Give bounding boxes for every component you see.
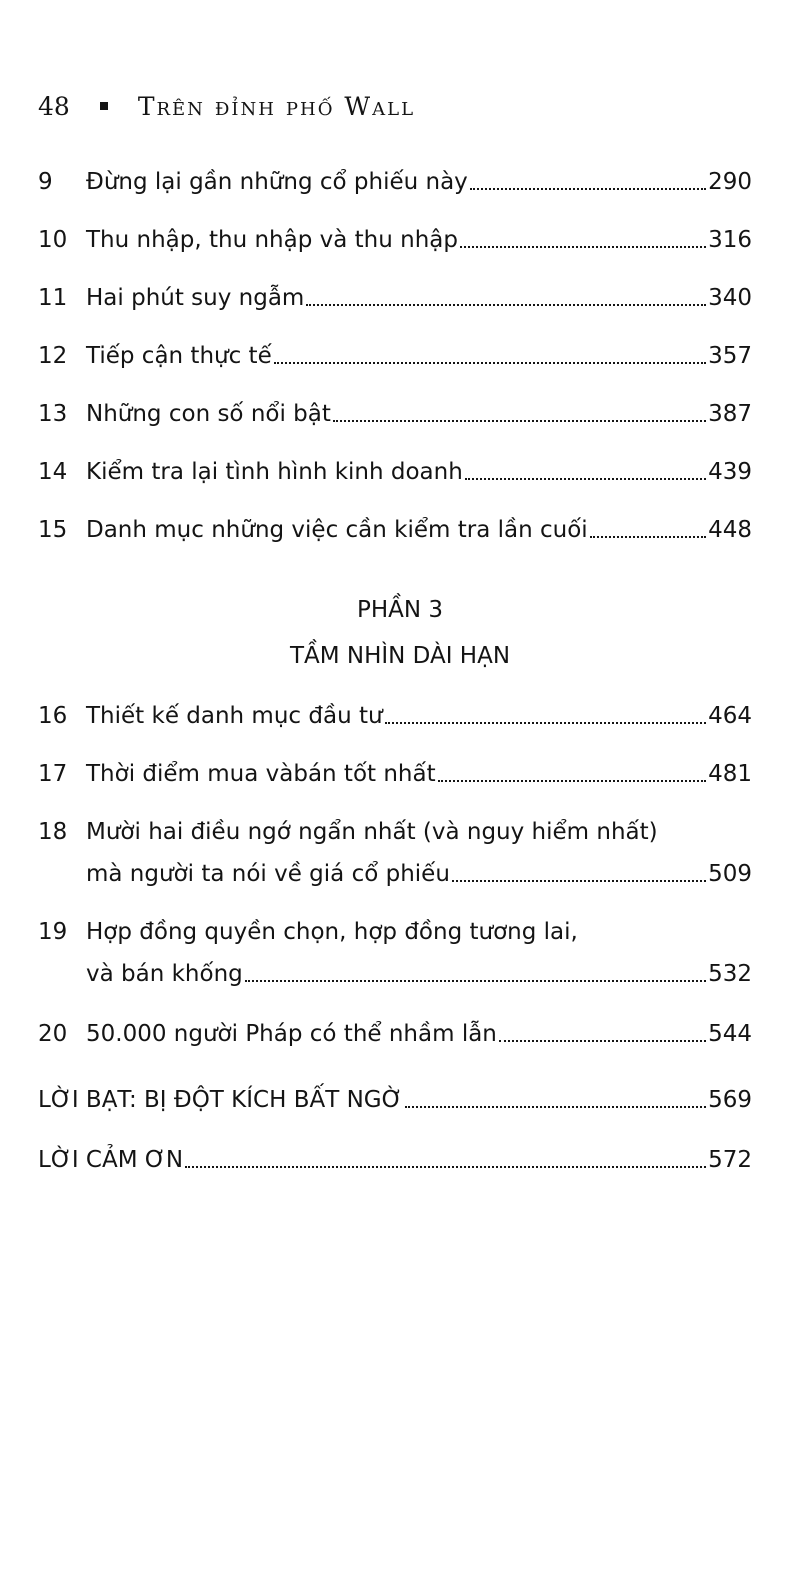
toc-entry	[38, 394, 752, 430]
dot-leader	[306, 303, 706, 306]
chapter-number: 15	[38, 517, 68, 543]
toc-entry	[38, 336, 752, 372]
page-ref: 544	[708, 1021, 752, 1047]
dot-leader	[465, 477, 706, 480]
dot-leader	[333, 419, 706, 422]
chapter-title-continued: và bán khống	[86, 961, 243, 987]
chapter-title-continued: mà người ta nói về giá cổ phiếu	[86, 861, 450, 887]
toc-entry-line2	[86, 854, 752, 890]
chapter-title: Tiếp cận thực tế	[86, 343, 272, 369]
chapter-title: Đừng lại gần những cổ phiếu này	[86, 169, 468, 195]
chapter-title: 50.000 người Pháp có thể nhầm lẫn	[86, 1021, 497, 1047]
toc-entry	[38, 510, 752, 546]
chapter-number: 13	[38, 401, 68, 427]
running-header	[38, 88, 415, 124]
section-title: LỜI BẠT: BỊ ĐỘT KÍCH BẤT NGỜ	[38, 1087, 403, 1113]
page-ref: 572	[708, 1147, 752, 1173]
chapter-number: 10	[38, 227, 68, 253]
chapter-title: Mười hai điều ngớ ngẩn nhất (và nguy hiểm nhất)	[86, 819, 658, 845]
chapter-title: Thiết kế danh mục đầu tư	[86, 703, 383, 729]
page-ref: 448	[708, 517, 752, 543]
dot-leader	[185, 1165, 706, 1168]
dot-leader	[452, 879, 706, 882]
chapter-title: Thời điểm mua vàbán tốt nhất	[86, 761, 436, 787]
toc-entry-line2	[86, 954, 752, 990]
chapter-title: Kiểm tra lại tình hình kinh doanh	[86, 459, 463, 485]
chapter-title: Danh mục những việc cần kiểm tra lần cuối	[86, 517, 588, 543]
toc-entry-acknowledgments	[38, 1140, 752, 1176]
dot-leader	[405, 1105, 706, 1108]
dot-leader	[499, 1039, 706, 1042]
toc-entry	[38, 452, 752, 488]
page-number: 48	[38, 91, 70, 121]
chapter-number: 16	[38, 703, 68, 729]
chapter-title: Những con số nổi bật	[86, 401, 331, 427]
chapter-number: 20	[38, 1021, 68, 1047]
page-ref: 290	[708, 169, 752, 195]
page-ref: 509	[708, 861, 752, 887]
page-ref: 569	[708, 1087, 752, 1113]
running-title: Trên đỉnh phố Wall	[137, 91, 416, 121]
chapter-number: 14	[38, 459, 68, 485]
chapter-number: 9	[38, 169, 53, 195]
chapter-number: 12	[38, 343, 68, 369]
section-title: LỜI CẢM ƠN	[38, 1147, 184, 1173]
chapter-number: 11	[38, 285, 68, 311]
toc-entry-line1	[38, 912, 752, 948]
chapter-number: 18	[38, 819, 68, 845]
toc-entry	[38, 278, 752, 314]
chapter-number: 19	[38, 919, 68, 945]
page-ref: 340	[708, 285, 752, 311]
page-ref: 387	[708, 401, 752, 427]
toc-entry-afterword	[38, 1080, 752, 1116]
page-ref: 532	[708, 961, 752, 987]
toc-entry-line1	[38, 812, 752, 848]
dot-leader	[470, 187, 706, 190]
page-ref: 481	[708, 761, 752, 787]
dot-leader	[245, 979, 706, 982]
dot-leader	[438, 779, 706, 782]
toc-entry	[38, 162, 752, 198]
chapter-number: 17	[38, 761, 68, 787]
bullet-separator	[100, 102, 108, 110]
toc-entry	[38, 696, 752, 732]
dot-leader	[460, 245, 706, 248]
page-ref: 464	[708, 703, 752, 729]
toc-entry	[38, 220, 752, 256]
page-ref: 439	[708, 459, 752, 485]
page-ref: 316	[708, 227, 752, 253]
chapter-title: Hai phút suy ngẫm	[86, 285, 305, 311]
dot-leader	[385, 721, 707, 724]
part-title: TẦM NHÌN DÀI HẠN	[289, 643, 511, 669]
toc-entry	[38, 754, 752, 790]
chapter-title: Hợp đồng quyền chọn, hợp đồng tương lai,	[86, 919, 578, 945]
dot-leader	[274, 361, 706, 364]
page-ref: 357	[708, 343, 752, 369]
dot-leader	[590, 535, 706, 538]
part-label: PHẦN 3	[356, 597, 444, 623]
toc-entry	[38, 1014, 752, 1050]
chapter-title: Thu nhập, thu nhập và thu nhập	[86, 227, 458, 253]
